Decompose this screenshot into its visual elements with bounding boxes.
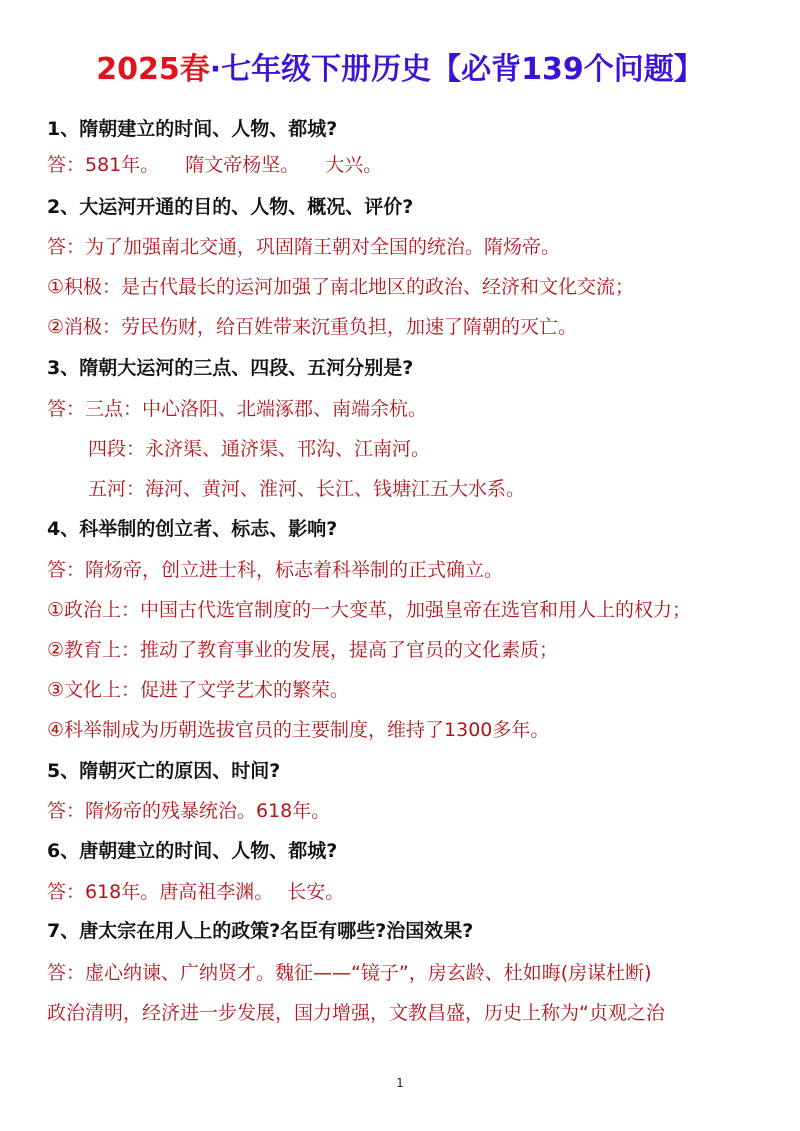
question-2: 2、大运河开通的目的、人物、概况、评价?	[47, 196, 414, 218]
title-year: 2025春	[96, 52, 210, 87]
answer-4-line-1: 答：隋炀帝，创立进士科，标志着科举制的正式确立。	[47, 559, 504, 581]
title-main: ·七年级下册历史【必背139个问题】	[209, 52, 704, 87]
answer-2-line-3: ②消极：劳民伤财，给百姓带来沉重负担，加速了隋朝的灭亡。	[47, 316, 578, 338]
question-4: 4、科举制的创立者、标志、影响?	[47, 518, 338, 540]
answer-2-line-2: ①积极：是古代最长的运河加强了南北地区的政治、经济和文化交流；	[47, 276, 635, 298]
answer-3-line-3: 五河：海河、黄河、淮河、长江、钱塘江五大水系。	[88, 478, 526, 500]
answer-6-capital: 长安。	[287, 881, 345, 903]
answer-2-line-1: 答：为了加强南北交通，巩固隋王朝对全国的统治。隋炀帝。	[47, 236, 561, 258]
answer-7-line-1: 答：虚心纳谏、广纳贤才。魏征——“镜子”，房玄龄、杜如晦(房谋杜断)	[47, 962, 652, 984]
answer-4-line-2: ①政治上：中国古代选官制度的一大变革，加强皇帝在选官和用人上的权力；	[47, 599, 692, 621]
answer-4-line-5: ④科举制成为历朝选拔官员的主要制度，维持了1300多年。	[47, 719, 550, 741]
question-6: 6、唐朝建立的时间、人物、都城?	[47, 840, 338, 862]
answer-6	[47, 879, 344, 905]
answer-1-person: 隋文帝杨坚。	[185, 154, 300, 176]
answer-6-year-person: 答：618年。唐高祖李渊。	[47, 881, 274, 903]
document-title	[0, 44, 800, 88]
answer-3-line-2: 四段：永济渠、通济渠、邗沟、江南河。	[88, 438, 431, 460]
answer-4-line-3: ②教育上：推动了教育事业的发展，提高了官员的文化素质；	[47, 639, 559, 661]
question-3: 3、隋朝大运河的三点、四段、五河分别是?	[47, 357, 414, 379]
answer-4-line-4: ③文化上：促进了文学艺术的繁荣。	[47, 679, 350, 701]
page-number: 1	[396, 1076, 404, 1090]
answer-7-line-2: 政治清明，经济进一步发展，国力增强，文教昌盛，历史上称为“贞观之治	[47, 1002, 665, 1024]
answer-5: 答：隋炀帝的残暴统治。618年。	[47, 800, 331, 822]
answer-1-year: 答：581年。	[47, 154, 160, 176]
answer-1-capital: 大兴。	[325, 154, 383, 176]
question-7: 7、唐太宗在用人上的政策?名臣有哪些?治国效果?	[47, 920, 474, 942]
question-5: 5、隋朝灭亡的原因、时间?	[47, 760, 281, 782]
answer-3-line-1: 答：三点：中心洛阳、北端涿郡、南端余杭。	[47, 398, 428, 420]
answer-1	[47, 152, 382, 178]
question-1: 1、隋朝建立的时间、人物、都城?	[47, 118, 338, 140]
